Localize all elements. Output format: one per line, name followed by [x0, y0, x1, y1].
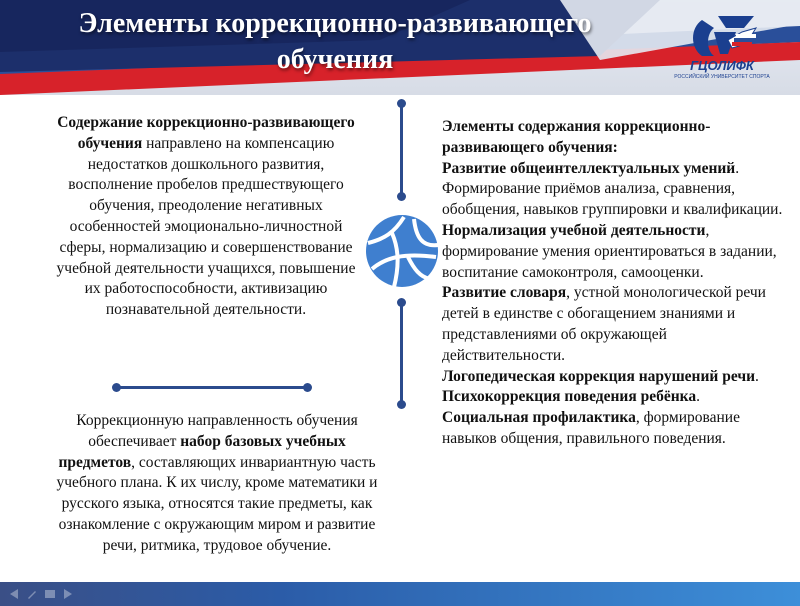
vertical-divider-top: [400, 104, 403, 196]
item-1-text: . Формирование приёмов анализа, сравнения, обобщения, навыков группировки и квалификации.: [442, 159, 783, 219]
logo-subtitle: РОССИЙСКИЙ УНИВЕРСИТЕТ СПОРТА: [674, 74, 770, 80]
left-block-1-text: направлено на компенсацию недостатков дошкольного развития, восполнение пробелов предшествующего обучения, преодоление негативных особенностей эмоционально-личностной сферы, нормализацию и совершенствование учебной деятельности учащихся, повышение их работоспособности, активизацию познавательной деятельности.: [56, 134, 356, 319]
page-title: [0, 6, 670, 78]
left-block-1: [56, 113, 356, 321]
right-block: [442, 117, 787, 450]
item-5-bold: Психокоррекция поведения ребёнка: [442, 388, 697, 406]
item-3-bold: Развитие словаря: [442, 284, 567, 302]
left-block-2-pre: Коррекционную направленность обучения обеспечивает: [76, 412, 358, 450]
prev-slide-icon[interactable]: [8, 588, 20, 600]
slideshow-controls: [8, 588, 74, 600]
list-item: [442, 387, 787, 408]
globe-icon: [364, 213, 440, 289]
logo-name: ГЦОЛИФК: [690, 58, 754, 73]
left-block-2-post: , составляющих инвариантную часть учебного плана. К их числу, кроме математики и русского языка, относятся такие предметы, как ознакомление с окружающим миром и развитие речи, ритмика, трудовое обучение.: [56, 453, 378, 554]
slide-footer: [0, 582, 800, 606]
item-6-text: , формирование навыков общения, правильного поведения.: [442, 409, 740, 447]
right-heading-text: Элементы содержания коррекционно-развивающего обучения:: [442, 118, 711, 156]
horizontal-divider: [117, 386, 307, 389]
item-4-bold: Логопедическая коррекция нарушений речи: [442, 367, 756, 385]
item-1-bold: Развитие общеинтеллектуальных умений: [442, 159, 736, 177]
vertical-divider-bottom: [400, 303, 403, 403]
list-item: [442, 159, 787, 221]
list-item: [442, 283, 787, 366]
item-2-bold: Нормализация учебной деятельности: [442, 221, 706, 239]
list-item: [442, 367, 787, 388]
item-4-text: .: [755, 367, 759, 385]
divider-dot-right: [303, 383, 312, 392]
left-block-2: [52, 411, 382, 557]
item-5-text: .: [696, 388, 700, 406]
pen-icon[interactable]: [26, 588, 38, 600]
title-line-1: Элементы коррекционно-развивающего: [78, 8, 592, 39]
item-2-text: , формирование умения ориентироваться в задании, воспитание самоконтроля, самооценки.: [442, 221, 777, 281]
list-item: [442, 221, 787, 283]
vertical-dot-bottom: [397, 400, 406, 409]
item-3-text: , устной монологической речи детей в единстве с обогащением знаниями и представлениями об окружающей действительности.: [442, 284, 766, 364]
vertical-dot-top-end: [397, 192, 406, 201]
menu-icon[interactable]: [44, 588, 56, 600]
slide-header: [0, 0, 800, 95]
list-item: [442, 408, 787, 450]
item-6-bold: Социальная профилактика: [442, 409, 636, 427]
title-line-2: обучения: [276, 44, 394, 75]
left-block-2-bold: набор базовых учебных предметов: [58, 432, 346, 471]
next-slide-icon[interactable]: [62, 588, 74, 600]
right-heading: [442, 117, 787, 159]
left-block-1-bold: Содержание коррекционно-развивающего обучения: [57, 114, 355, 152]
